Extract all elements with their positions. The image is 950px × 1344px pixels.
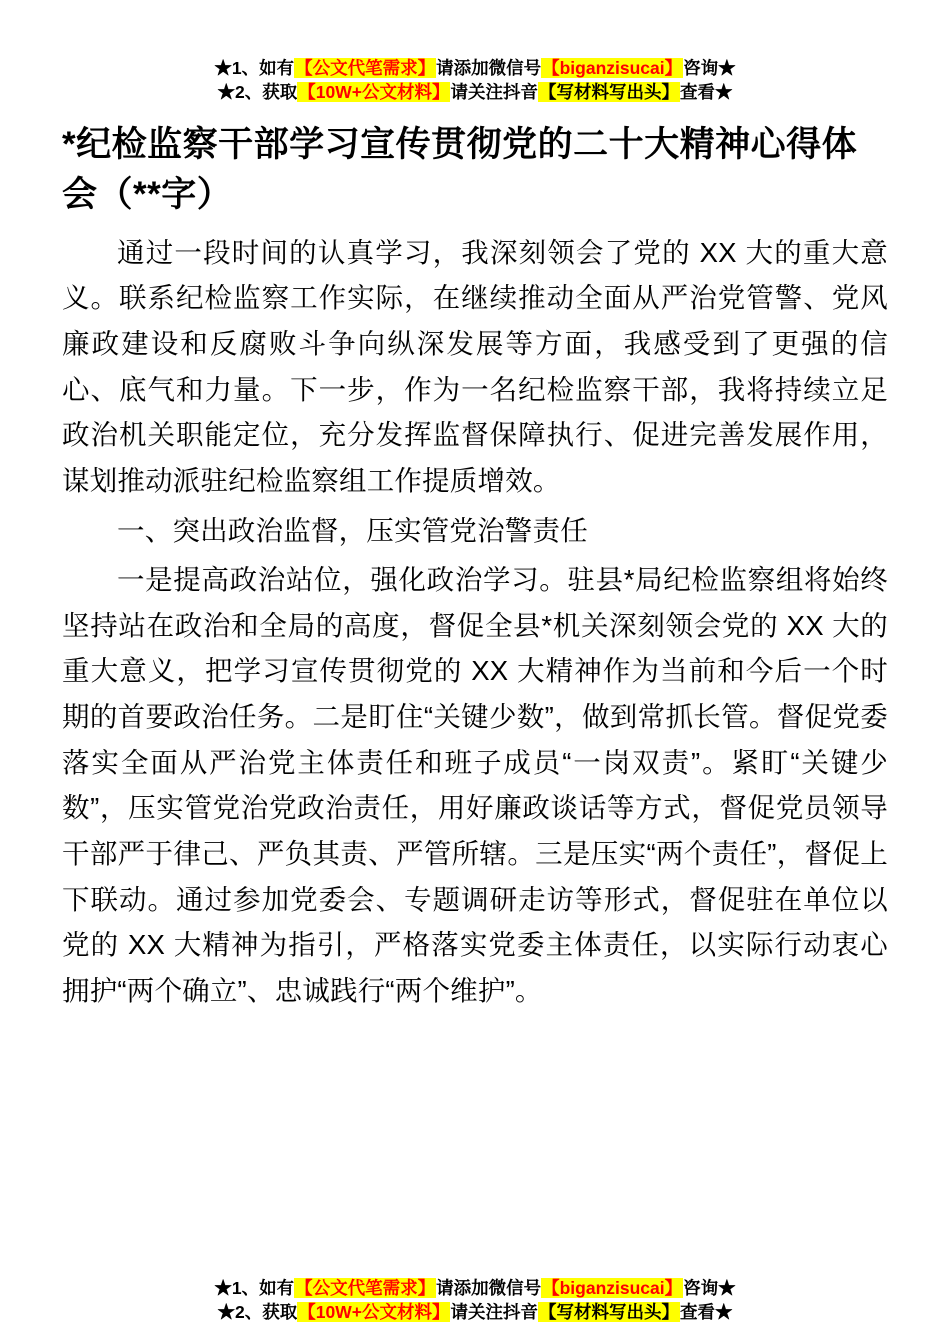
document-body <box>62 230 888 1018</box>
promo-top-2-seg-2: 请关注抖音 <box>450 82 538 103</box>
promo-top-1-seg-4: 咨询★ <box>683 58 736 78</box>
promo-top-1-seg-0: ★1、如有 <box>214 58 295 78</box>
page-title: *纪检监察干部学习宣传贯彻党的二十大精神心得体会（**字） <box>62 125 858 214</box>
promo-bottom-1-seg-2: 请添加微信号 <box>436 1277 542 1298</box>
promo-top-2-seg-1: 【10W+公文材料】 <box>298 82 450 103</box>
body-paragraph: 一是提高政治站位，强化政治学习。驻县*局纪检监察组将始终坚持站在政治和全局的高度，督促全县*机关深刻领会党的 XX 大的重大意义，把学习宣传贯彻党的 XX 大精神作为当前和今后一个时期的首要政治任务。二是盯住“关键少数”，做到常抓长管。督促党委落实全面从严治党主体责任和班子成员“一岗双责”。紧盯“关键少数”，压实管党治党政治责任，用好廉政谈话等方式，督促党员领导干部严于律己、严负其责、严管所辖。三是压实“两个责任”，督促上下联动。通过参加党委会、专题调研走访等形式，督促驻在单位以党的 XX 大精神为指引，严格落实党委主体责任，以实际行动衷心拥护“两个确立”、忠诚践行“两个维护”。 <box>62 564 888 1006</box>
promo-top-2-seg-0: ★2、获取 <box>217 82 298 103</box>
promo-bottom-2-seg-3: 【写材料写出头】 <box>538 1301 679 1322</box>
promo-top-line-2 <box>62 80 888 104</box>
promo-bottom-2-seg-0: ★2、获取 <box>217 1301 298 1322</box>
promo-bottom-2-seg-1: 【10W+公文材料】 <box>298 1301 450 1322</box>
promo-bottom-2-seg-2: 请关注抖音 <box>450 1301 538 1322</box>
promo-bottom-1-seg-1: 【公文代笔需求】 <box>295 1277 436 1298</box>
promo-top-1-seg-1: 【公文代笔需求】 <box>295 58 436 78</box>
promo-bottom-1-seg-0: ★1、如有 <box>214 1277 295 1298</box>
promo-top-2-seg-4: 查看★ <box>679 82 733 103</box>
promo-bottom-1-seg-3: 【biganzisucai】 <box>542 1277 683 1298</box>
promo-bottom-2-seg-4: 查看★ <box>679 1301 733 1322</box>
promo-top-line-1 <box>62 56 888 80</box>
promo-top-1-seg-2: 请添加微信号 <box>436 58 542 78</box>
promo-banner-bottom <box>62 1270 888 1324</box>
promo-bottom-line-1 <box>62 1276 888 1300</box>
promo-bottom-line-2 <box>62 1300 888 1324</box>
promo-top-1-seg-3: 【biganzisucai】 <box>542 58 683 78</box>
body-paragraph: 通过一段时间的认真学习，我深刻领会了党的 XX 大的重大意义。联系纪检监察工作实际，在继续推动全面从严治党管警、党风廉政建设和反腐败斗争向纵深发展等方面，我感受到了更强的信心、底气和力量。下一步，作为一名纪检监察干部，我将持续立足政治机关职能定位，充分发挥监督保障执行、促进完善发展作用，谋划推动派驻纪检监察组工作提质增效。 <box>62 236 888 496</box>
promo-top-2-seg-3: 【写材料写出头】 <box>538 82 679 103</box>
promo-banner-top <box>62 56 888 104</box>
promo-bottom-1-seg-4: 咨询★ <box>683 1277 736 1298</box>
body-paragraph: 一、突出政治监督，压实管党治警责任 <box>117 514 588 546</box>
